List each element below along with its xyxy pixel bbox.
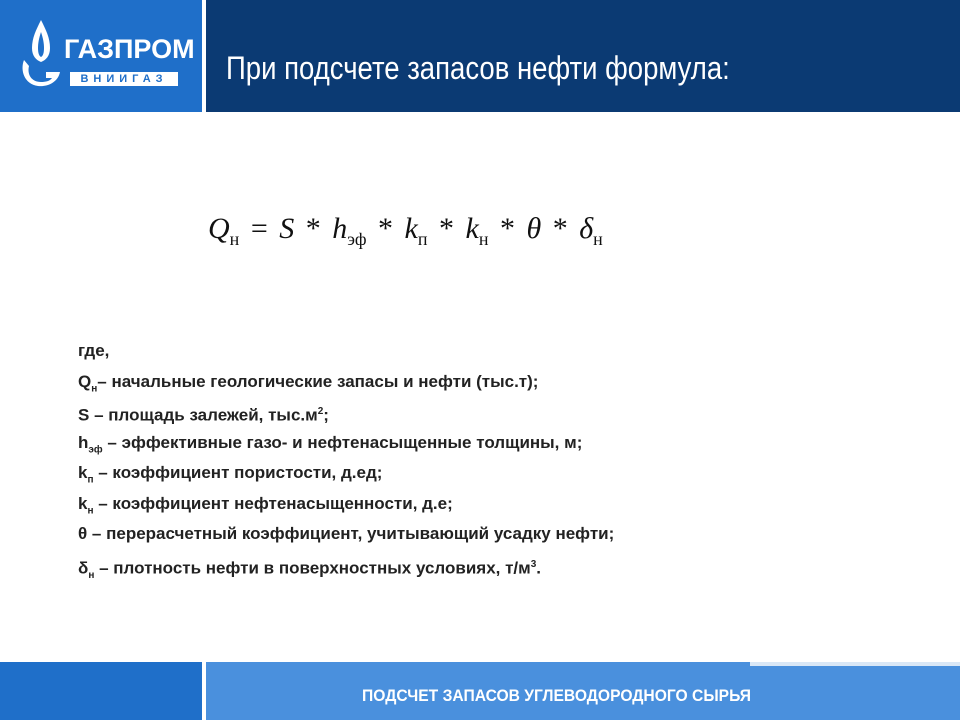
definition-subscript: н — [87, 504, 94, 516]
definition-intro: где, — [78, 341, 110, 360]
formula-kp: k — [404, 212, 418, 245]
formula-op: * — [305, 212, 321, 245]
definition-symbol: δ — [78, 558, 89, 578]
formula-delta-sub: н — [593, 229, 603, 249]
formula-q-sub: н — [229, 229, 240, 249]
definition-text: – площадь залежей, тыс.м — [89, 405, 318, 425]
definition-kn — [78, 489, 898, 520]
definition-subscript: п — [87, 474, 94, 486]
definition-tail: . — [536, 558, 542, 578]
formula-q: Q — [208, 212, 230, 245]
definition-subscript: н — [91, 382, 98, 394]
formula-op: * — [378, 212, 394, 245]
slide-header — [0, 0, 960, 112]
definition-text: – коэффициент нефтенасыщенности, д.е; — [93, 493, 453, 513]
definition-text: – начальные геологические запасы и нефти (тыс.т); — [97, 371, 539, 391]
slide-footer — [0, 662, 960, 720]
definition-symbol: k — [78, 463, 88, 482]
definition-s — [78, 397, 898, 428]
logo-panel — [0, 0, 202, 112]
formula-theta: θ — [526, 212, 542, 245]
definition-delta — [78, 550, 898, 581]
definition-symbol: Q — [78, 371, 92, 391]
definition-text: – коэффициент пористости, д.ед; — [93, 463, 383, 482]
definition-symbol: S — [78, 405, 90, 425]
definitions-list — [78, 336, 898, 580]
formula-op: * — [552, 212, 568, 245]
formula-op: * — [439, 212, 454, 245]
formula-h: h — [332, 212, 348, 245]
definition-q — [78, 367, 898, 398]
formula-s: S — [279, 212, 295, 245]
footer-caption: ПОДСЧЕТ ЗАПАСОВ УГЛЕВОДОРОДНОГО СЫРЬЯ — [362, 686, 751, 705]
brand-name: ГАЗПРОМ — [64, 34, 195, 64]
definition-superscript: 3 — [530, 558, 537, 570]
definition-text: – эффективные газо- и нефтенасыщенные толщины, м; — [102, 432, 583, 452]
formula-op: * — [499, 212, 515, 245]
definition-symbol: k — [78, 493, 88, 513]
formula-kn-sub: н — [478, 229, 489, 249]
definition-kp — [78, 458, 898, 489]
definition-h — [78, 428, 898, 459]
reserves-formula — [208, 212, 603, 250]
footer-left-panel — [0, 662, 202, 720]
page-title: При подсчете запасов нефти формула: — [226, 50, 730, 86]
formula-delta: δ — [579, 212, 594, 245]
definition-superscript: 2 — [317, 406, 324, 417]
formula-kp-sub: п — [417, 229, 428, 249]
formula-equals: = — [250, 212, 268, 245]
gazprom-flame-icon — [14, 16, 68, 92]
definition-subscript: эф — [88, 443, 103, 455]
footer-accent-strip — [750, 662, 960, 666]
definition-tail: ; — [323, 405, 329, 425]
formula-kn: k — [465, 212, 479, 245]
definition-text: – плотность нефти в поверхностных условиях, т/м — [94, 558, 531, 578]
brand-subname: ВНИИГАЗ — [70, 72, 178, 86]
definition-symbol: h — [78, 432, 89, 452]
definition-subscript: н — [88, 569, 95, 581]
definition-theta: θ – перерасчетный коэффициент, учитывающий усадку нефти; — [78, 524, 615, 543]
formula-h-sub: эф — [347, 229, 367, 249]
